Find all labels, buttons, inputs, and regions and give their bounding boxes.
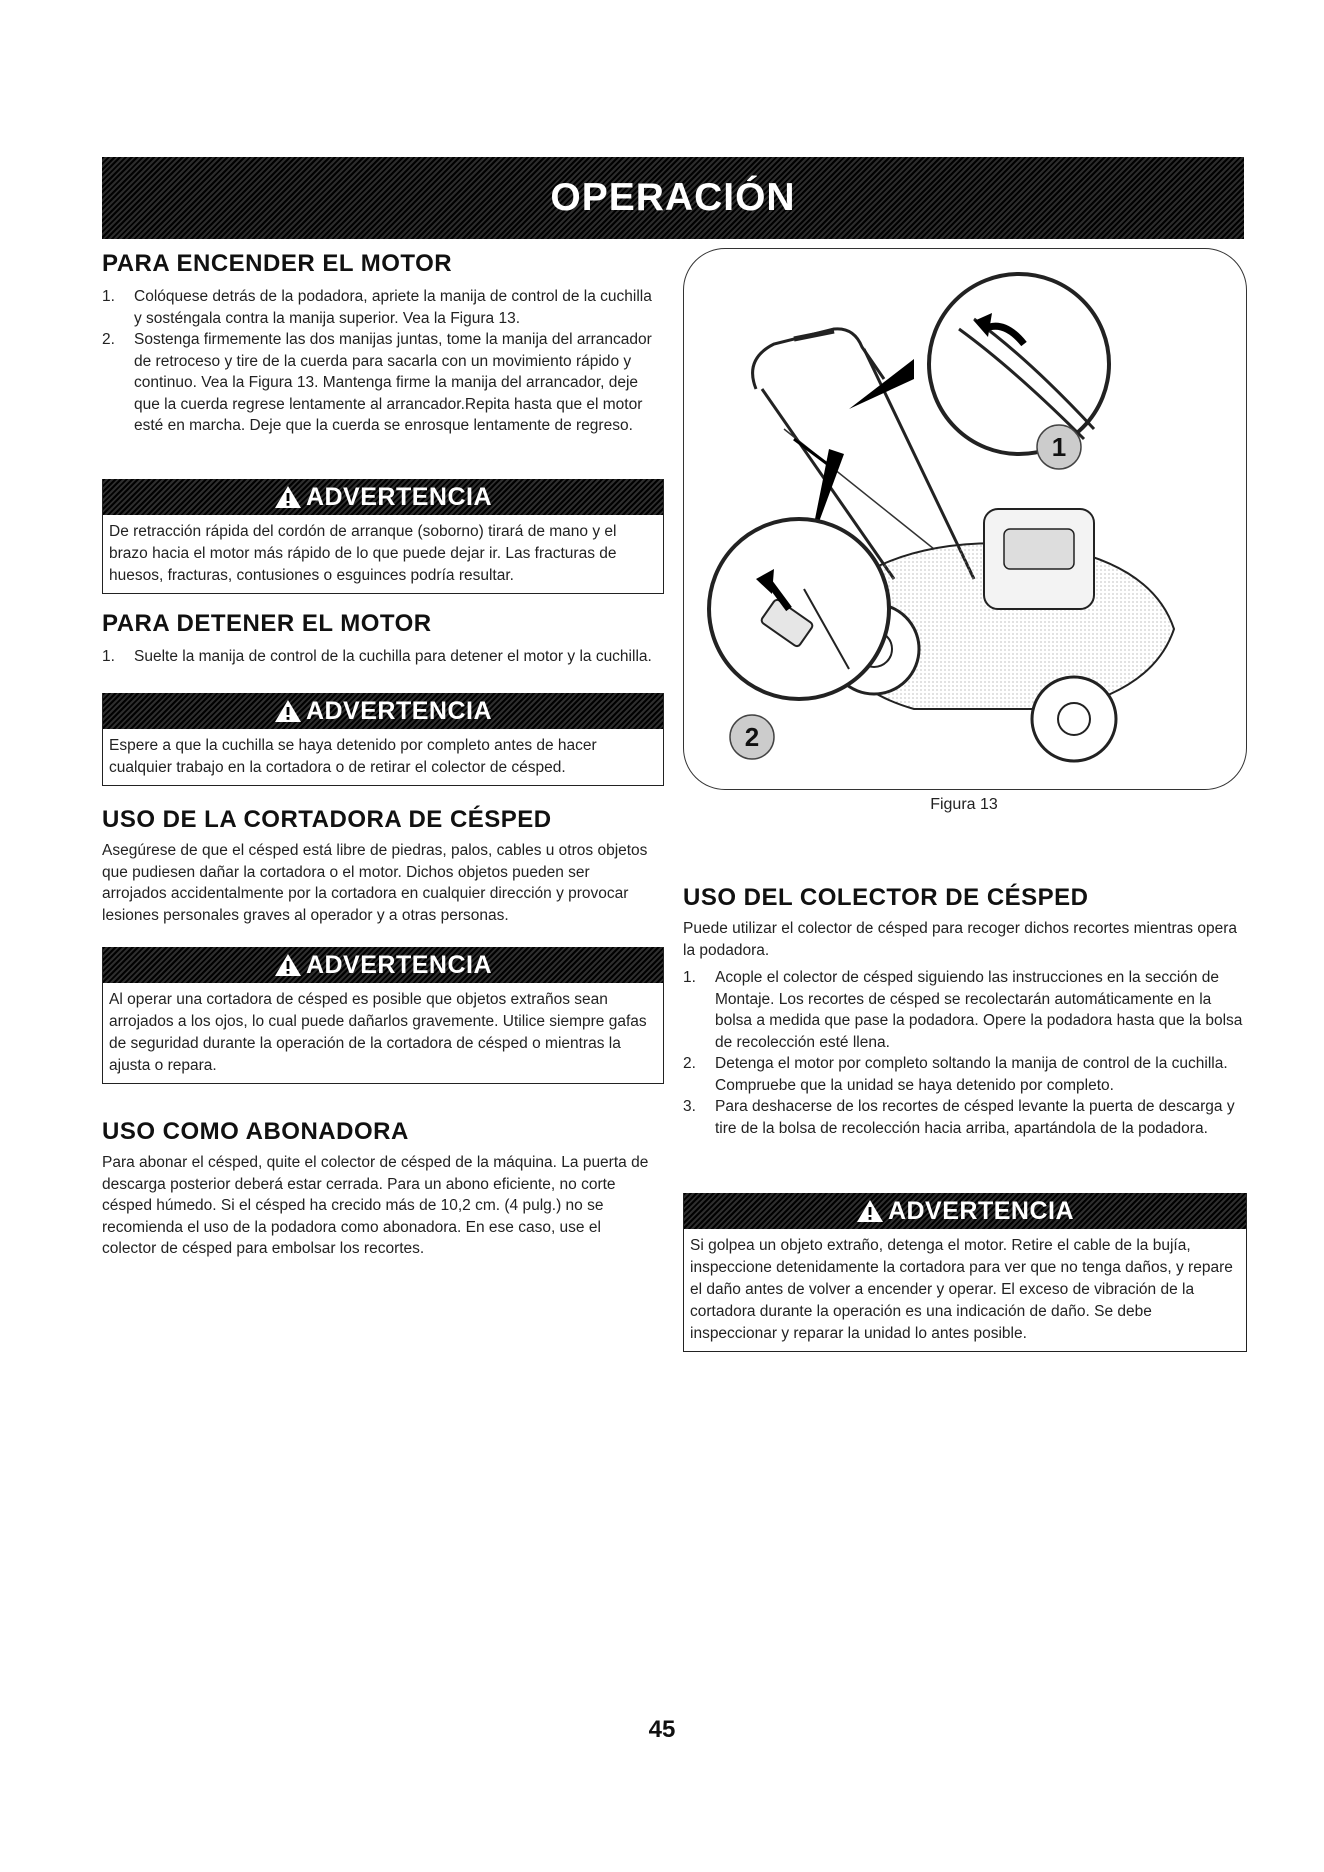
warning-header — [684, 1193, 1246, 1229]
list-item: 2. Detenga el motor por completo soltando la manija de control de la cuchilla. Compruebe que la unidad se haya detenido por completo. — [683, 1055, 1228, 1094]
warning-triangle-icon — [274, 953, 302, 977]
mower-use-heading: USO DE LA CORTADORA DE CÉSPED — [102, 806, 552, 833]
warning-text: Al operar una cortadora de césped es posible que objetos extraños sean arrojados a los ojos, lo cual puede dañarlos gravemente. Utilice siempre gafas de seguridad durante la operación de la cortadora de césped o mientras la ajusta o repara. — [109, 991, 647, 1074]
list-item: 1. Colóquese detrás de la podadora, apriete la manija de control de la cuchilla y sosténgala contra la manija superior. Vea la Figura 13. — [102, 288, 652, 327]
warning-header — [103, 693, 663, 729]
stop-engine-warning — [102, 693, 664, 786]
warning-text: Si golpea un objeto extraño, detenga el motor. Retire el cable de la bujía, inspeccione detenidamente la cortadora para ver que no tenga daños, y repare el daño antes de volver a encender y operar. El exceso de vibración de la cortadora durante la operación es una indicación de daño. Se debe inspeccionar y reparar la unidad lo antes posible. — [690, 1237, 1233, 1342]
list-item: 1. Acople el colector de césped siguiendo las instrucciones en la sección de Montaje. Los recortes de césped se recolectarán automáticamente en la bolsa a medida que pase la podadora. Opere la podadora hasta que la bolsa de recolección esté llena. — [683, 969, 1243, 1051]
list-item: 1. Suelte la manija de control de la cuchilla para detener el motor y la cuchilla. — [102, 648, 652, 665]
warning-label: ADVERTENCIA — [887, 1196, 1075, 1225]
section-banner — [102, 157, 1244, 239]
start-engine-heading: PARA ENCENDER EL MOTOR — [102, 250, 453, 277]
mower-use-warning — [102, 947, 664, 1084]
callout-1: 1 — [1051, 432, 1067, 462]
callout-2: 2 — [744, 722, 760, 752]
grass-catcher-heading: USO DEL COLECTOR DE CÉSPED — [683, 884, 1089, 911]
figure-caption: Figura 13 — [930, 796, 998, 813]
mulcher-heading: USO COMO ABONADORA — [102, 1118, 409, 1145]
start-engine-steps — [102, 286, 652, 437]
stop-engine-steps — [102, 646, 652, 668]
warning-text: De retracción rápida del cordón de arranque (soborno) tirará de mano y el brazo hacia el motor más rápido de lo que puede dejar ir. Las fracturas de huesos, fracturas, contusiones o esguinces podría resultar. — [109, 523, 617, 584]
warning-label: ADVERTENCIA — [305, 696, 493, 725]
stop-engine-heading: PARA DETENER EL MOTOR — [102, 610, 432, 637]
grass-catcher-body: Puede utilizar el colector de césped para recoger dichos recortes mientras opera la podadora. — [683, 920, 1237, 959]
warning-header — [103, 479, 663, 515]
section-title: OPERACIÓN — [550, 176, 796, 219]
list-item: 3. Para deshacerse de los recortes de césped levante la puerta de descarga y tire de la bolsa de recolección hacia arriba, apartándola de la podadora. — [683, 1098, 1235, 1137]
lawn-mower-illustration — [684, 249, 1246, 789]
figure-13-illustration — [683, 248, 1247, 790]
grass-catcher-steps — [683, 967, 1243, 1139]
warning-triangle-icon — [274, 485, 302, 509]
grass-catcher-warning — [683, 1193, 1247, 1352]
warning-triangle-icon — [856, 1199, 884, 1223]
mower-use-body: Asegúrese de que el césped está libre de piedras, palos, cables u otros objetos que pudiesen dañar la cortadora o el motor. Dichos objetos pueden ser arrojados accidentalmente por la cortadora en cualquier dirección y provocar lesiones personales graves al operador y a otras personas. — [102, 842, 648, 924]
list-item: 2. Sostenga firmemente las dos manijas juntas, tome la manija del arrancador de retroceso y tire de la cuerda para sacarla con un movimiento rápido y continuo. Vea la Figura 13. Mantenga firme la manija del arrancador, deje que la cuerda regrese lentamente al arrancador.Repita hasta que el motor esté en marcha. Deje que la cuerda se enrosque lentamente de regreso. — [102, 331, 652, 434]
start-engine-warning — [102, 479, 664, 594]
warning-header — [103, 947, 663, 983]
warning-label: ADVERTENCIA — [305, 482, 493, 511]
warning-label: ADVERTENCIA — [305, 950, 493, 979]
page-number: 45 — [648, 1716, 676, 1743]
mulcher-body: Para abonar el césped, quite el colector de césped de la máquina. La puerta de descarga posterior deberá estar cerrada. Para un abono eficiente, no corte césped húmedo. Si el césped ha crecido más de 10,2 cm. (4 pulg.) no se recomienda el uso de la podadora como abonadora. En ese caso, use el colector de césped para embolsar los recortes. — [102, 1154, 649, 1257]
warning-text: Espere a que la cuchilla se haya detenido por completo antes de hacer cualquier trabajo en la cortadora o de retirar el colector de césped. — [109, 737, 597, 776]
warning-triangle-icon — [274, 699, 302, 723]
